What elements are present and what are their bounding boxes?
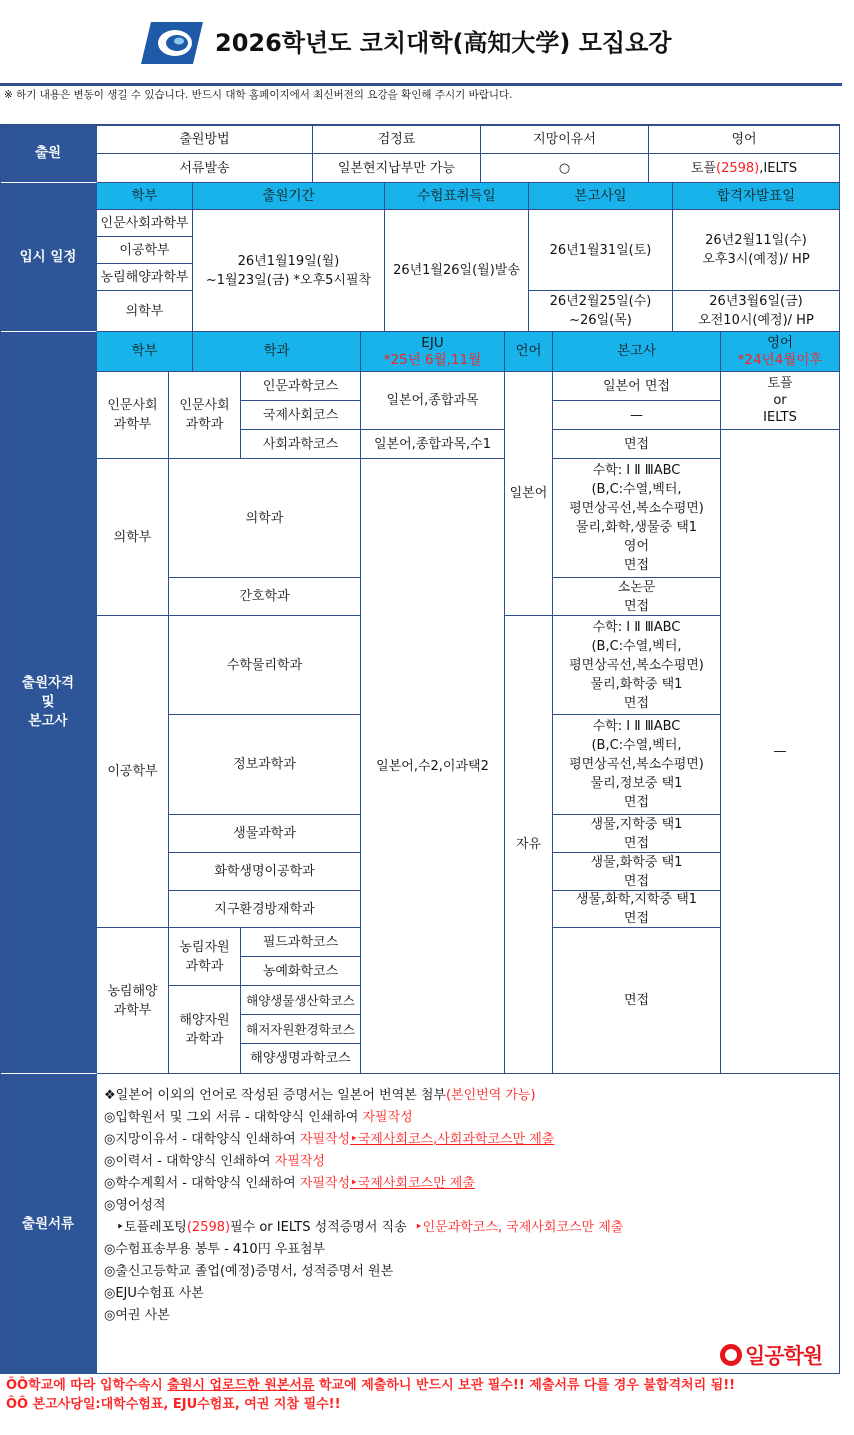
hum-faculty: 인문사회 과학부 [97, 372, 169, 459]
hum-exam-3: 면접 [553, 430, 721, 459]
schedule-exam-1: 26년1월31일(토) [529, 210, 673, 291]
doc-line-5 [104, 1173, 838, 1195]
doc-line-11: ◎여권 사본 [104, 1308, 170, 1323]
doc-2-note: 자필작성 [362, 1110, 413, 1125]
agri-course-4: 해저자원환경학코스 [241, 1015, 361, 1044]
sci-dept-1: 수학물리학과 [169, 616, 361, 715]
doc-3-note: 자필작성 [299, 1132, 351, 1147]
app-value-fee: 일본현지납부만 가능 [313, 154, 481, 183]
sci-dept-4: 화학생명이공학과 [169, 853, 361, 891]
app-header-english: 영어 [649, 125, 840, 154]
lang-free: 자유 [505, 616, 553, 1074]
eju-note: *25년 6월,11월 [383, 351, 482, 368]
schedule-faculty-humanities: 인문사회과학부 [97, 210, 193, 237]
qual-header-lang: 언어 [505, 332, 553, 372]
sci-exam-3: 생물,지학중 택1 면접 [553, 815, 721, 853]
qual-header-eju [361, 332, 505, 372]
footer-1-rest: 학교에 제출하니 반드시 보관 필수!! 제출서류 다를 경우 불합격처리 됨!! [314, 1378, 736, 1393]
agri-course-2: 농예화학코스 [241, 957, 361, 986]
notice-text: ※ 하기 내용은 변동이 생길 수 있습니다. 반드시 대학 홈페이지에서 최신버전의 요강을 확인해 주시기 바랍니다. [4, 89, 513, 101]
hum-exam-2: — [553, 401, 721, 430]
qual-header-eng [721, 332, 840, 372]
doc-4-note: 자필작성 [274, 1154, 325, 1169]
eng-label: 영어 [766, 334, 794, 351]
hum-course-3: 사회과학코스 [241, 430, 361, 459]
documents-label: 출원서류 [0, 1074, 97, 1374]
med-exam-1: 수학: Ⅰ Ⅱ ⅢABC (B,C:수열,벡터, 평면상곡선,복소수평면) 물리,화학,생물중 택1 영어 면접 [553, 459, 721, 578]
sci-exam-5: 생물,화학,지학중 택1 면접 [553, 891, 721, 928]
schedule-exam-2: 26년2월25일(수) ~26일(목) [529, 291, 673, 332]
doc-line-8: ◎수험표송부용 봉투 - 410円 우표첨부 [104, 1242, 326, 1257]
doc-2-text: ◎입학원서 및 그외 서류 - 대학양식 인쇄하여 [104, 1110, 363, 1125]
hum-course-2: 국제사회코스 [241, 401, 361, 430]
doc-line-6: ◎영어성적 [104, 1198, 166, 1213]
doc-3-text: ◎지망이유서 - 대학양식 인쇄하여 [104, 1132, 300, 1147]
english-toefl: 토플 [690, 160, 717, 176]
schedule-ticket: 26년1월26일(월)발송 [385, 210, 529, 332]
doc-line-3 [104, 1129, 838, 1151]
app-value-reason: ○ [481, 154, 649, 183]
schedule-faculty-medicine: 의학부 [97, 291, 193, 332]
doc-3-scope: ‣국제사회코스,사회과학코스만 제출 [350, 1132, 555, 1147]
agri-faculty: 농림해양 과학부 [97, 928, 169, 1074]
doc-line-1 [104, 1085, 838, 1107]
doc-line-10: ◎EJU수험표 사본 [104, 1286, 204, 1301]
schedule-faculty-science: 이공학부 [97, 237, 193, 264]
documents-list [98, 1075, 838, 1365]
sci-exam-4: 생물,화학중 택1 면접 [553, 853, 721, 891]
sci-dept-3: 생물과학과 [169, 815, 361, 853]
doc-5-scope: ‣국제사회코스만 제출 [350, 1176, 475, 1191]
eng-none: — [721, 430, 840, 1074]
hum-course-1: 인문과학코스 [241, 372, 361, 401]
footer-line-1 [6, 1377, 735, 1395]
agri-dept-2: 해양자원 과학과 [169, 986, 241, 1074]
brand-ring-icon [720, 1344, 742, 1366]
footer-line-2: ÔÔ 본고사당일:대학수험표, EJU수험표, 여권 지참 필수!! [6, 1397, 341, 1412]
hum-exam-1: 일본어 면접 [553, 372, 721, 401]
footer-1-text: ÔÔ학교에 따라 입학수속시 [6, 1378, 168, 1393]
schedule-header-result: 합격자발표일 [673, 183, 840, 210]
doc-1-note: (본인번역 가능) [445, 1088, 536, 1103]
app-value-english [649, 154, 840, 183]
brand-logo [720, 1340, 822, 1370]
schedule-period: 26년1월19일(월) ~1월23일(금) *오후5시필착 [193, 210, 385, 332]
sci-exam-2: 수학: Ⅰ Ⅱ ⅢABC (B,C:수열,벡터, 평면상곡선,복소수평면) 물리,정보중 택1 면접 [553, 715, 721, 815]
agri-dept-1: 농림자원 과학과 [169, 928, 241, 986]
sci-dept-2: 정보과학과 [169, 715, 361, 815]
doc-line-7 [104, 1217, 838, 1239]
qual-header-exam: 본고사 [553, 332, 721, 372]
schedule-faculty-agri: 농림해양과학부 [97, 264, 193, 291]
med-exam-2: 소논문 면접 [553, 578, 721, 616]
doc-line-4 [104, 1151, 838, 1173]
doc-4-text: ◎이력서 - 대학양식 인쇄하여 [104, 1154, 275, 1169]
qual-header-dept: 학과 [193, 332, 361, 372]
english-code: (2598) [716, 160, 760, 176]
footer-1-emph: 출원시 업로드한 원본서류 [167, 1378, 315, 1393]
agri-course-1: 필드과학코스 [241, 928, 361, 957]
qualification-label: 출원자격 및 본고사 [0, 332, 97, 1074]
doc-line-9: ◎출신고등학교 졸업(예정)증명서, 성적증명서 원본 [104, 1264, 394, 1279]
schedule-label: 입시 일정 [0, 183, 97, 332]
sci-exam-1: 수학: Ⅰ Ⅱ ⅢABC (B,C:수열,벡터, 평면상곡선,복소수평면) 물리,화학중 택1 면접 [553, 616, 721, 715]
app-header-reason: 지망이유서 [481, 125, 649, 154]
hum-dept: 인문사회 과학과 [169, 372, 241, 459]
schedule-header-exam: 본고사일 [529, 183, 673, 210]
qual-header-faculty: 학부 [97, 332, 193, 372]
doc-7-scope: ‣인문과학코스, 국제사회코스만 제출 [414, 1220, 624, 1235]
page-title: 2026학년도 코치대학(高知大学) 모집요강 [215, 29, 672, 57]
agri-course-5: 해양생명과학코스 [241, 1044, 361, 1074]
eju-label: EJU [421, 334, 444, 351]
schedule-result-1: 26년2월11일(수) 오후3시(예정)/ HP [673, 210, 840, 291]
lang-japanese: 일본어 [505, 372, 553, 616]
med-dept-2: 간호학과 [169, 578, 361, 616]
schedule-result-2: 26년3월6일(금) 오전10시(예정)/ HP [673, 291, 840, 332]
doc-line-2 [104, 1107, 838, 1129]
application-label: 출원 [0, 125, 97, 183]
doc-7-code: (2598) [186, 1220, 231, 1235]
doc-5-note: 자필작성 [299, 1176, 351, 1191]
med-dept-1: 의학과 [169, 459, 361, 578]
schedule-header-period: 출원기간 [193, 183, 385, 210]
doc-5-text: ◎학수계획서 - 대학양식 인쇄하여 [104, 1176, 300, 1191]
hum-eju-1: 일본어,종합과목 [361, 372, 505, 430]
agri-exam: 면접 [553, 928, 721, 1074]
schedule-header-faculty: 학부 [97, 183, 193, 210]
doc-7-rest: 필수 or IELTS 성적증명서 직송 [230, 1220, 415, 1235]
app-header-fee: 검정료 [313, 125, 481, 154]
sci-dept-5: 지구환경방재학과 [169, 891, 361, 928]
hum-eng: 토플 or IELTS [721, 372, 840, 430]
sci-faculty: 이공학부 [97, 616, 169, 928]
med-faculty: 의학부 [97, 459, 169, 616]
eng-note: *24년4월이후 [737, 351, 823, 368]
brand-name: 일공학원 [745, 1344, 823, 1368]
app-header-method: 출원방법 [97, 125, 313, 154]
doc-7-text: ‣토플레포팅 [104, 1220, 187, 1235]
hum-eju-2: 일본어,종합과목,수1 [361, 430, 505, 459]
schedule-header-ticket: 수험표취득일 [385, 183, 529, 210]
doc-1-text: ❖일본어 이외의 언어로 작성된 증명서는 일본어 번역본 첨부 [104, 1088, 446, 1103]
agri-course-3: 해양생물생산학코스 [241, 986, 361, 1015]
english-ielts: ,IELTS [759, 160, 798, 176]
eju-science: 일본어,수2,이과택2 [361, 459, 505, 1074]
app-value-method: 서류발송 [97, 154, 313, 183]
